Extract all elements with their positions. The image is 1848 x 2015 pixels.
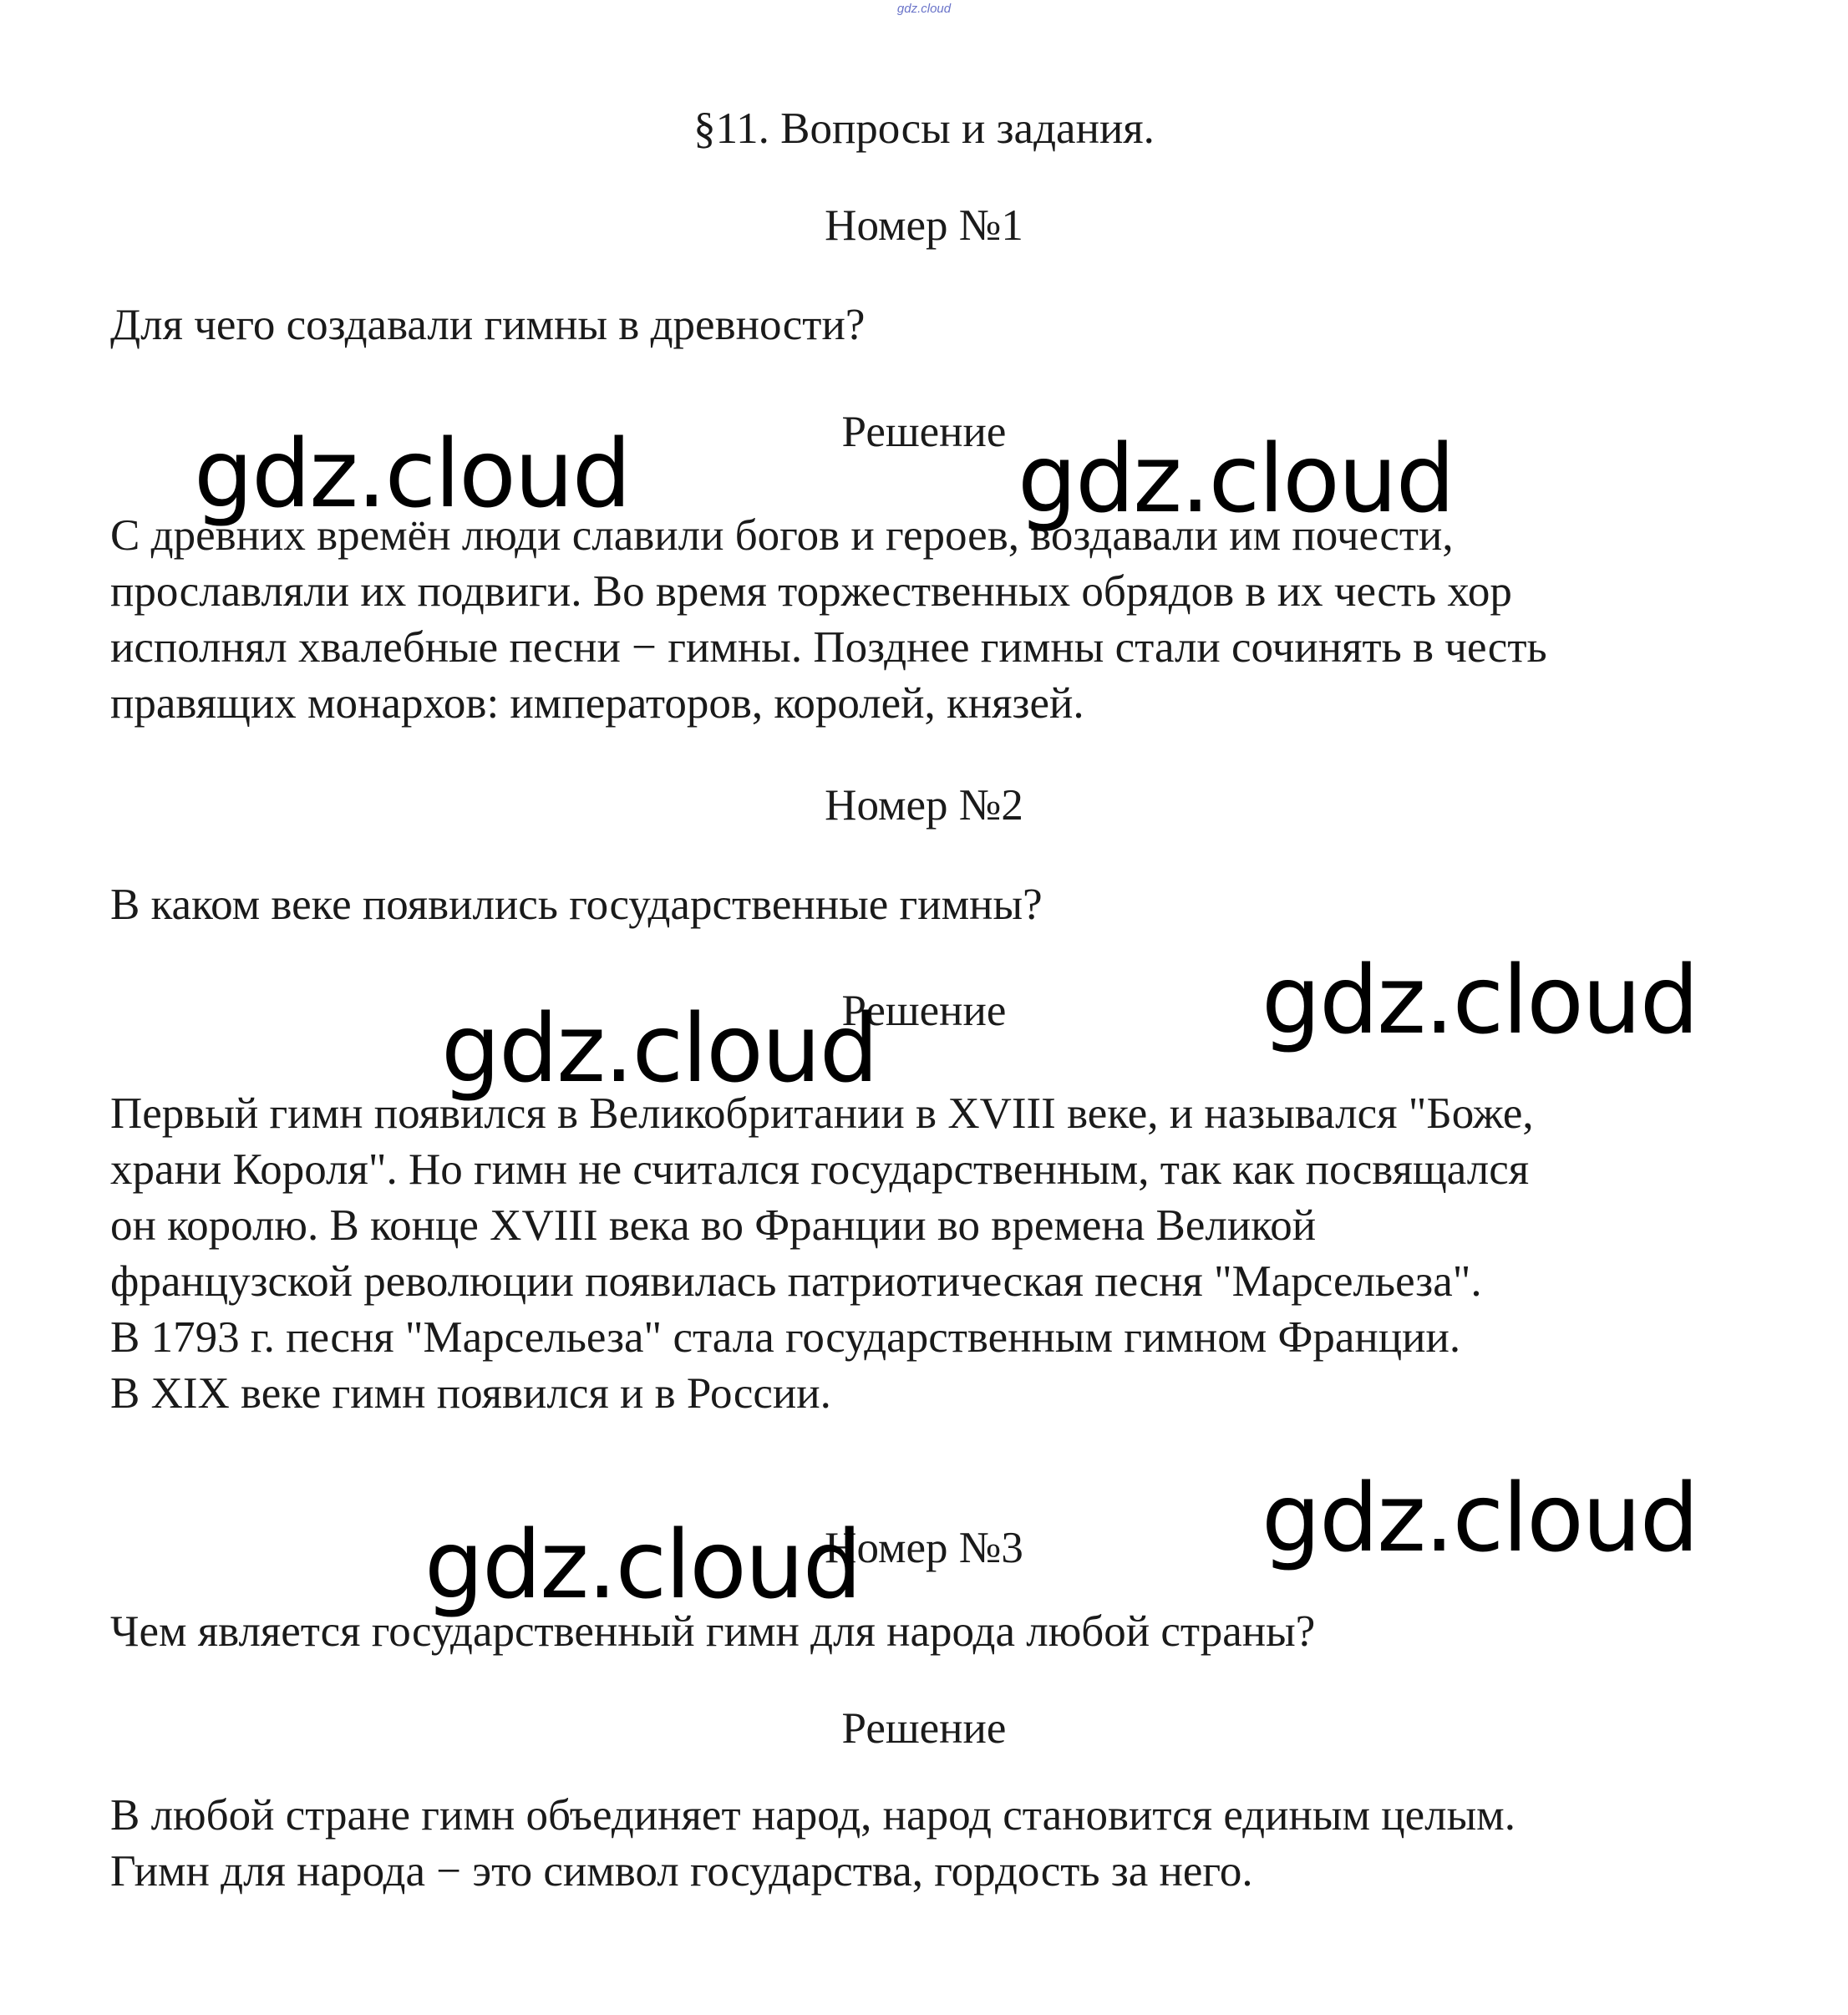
- page-title: §11. Вопросы и задания.: [693, 104, 1155, 153]
- task-1-answer: [110, 508, 1547, 732]
- task-1-question: Для чего создавали гимны в древности?: [110, 301, 866, 349]
- task-2-question: В каком веке появились государственные гимны?: [110, 881, 1043, 929]
- task-3-number: Номер №3: [825, 1524, 1023, 1572]
- watermark: gdz.cloud: [1262, 1464, 1698, 1573]
- watermark: gdz.cloud: [194, 420, 630, 529]
- header-site-link[interactable]: gdz.cloud: [896, 2, 952, 16]
- task-3-question: Чем является государственный гимн для народа любой страны?: [110, 1607, 1316, 1656]
- answer-line: прославляли их подвиги. Во время торжественных обрядов в их честь хор: [110, 567, 1512, 616]
- answer-line: французской революции появилась патриотическая песня "Марсельеза".: [110, 1257, 1482, 1306]
- task-1-number: Номер №1: [825, 201, 1023, 250]
- answer-line: правящих монархов: императоров, королей, князей.: [110, 679, 1084, 728]
- watermark: gdz.cloud: [1262, 947, 1698, 1055]
- task-3-answer: [110, 1788, 1515, 1900]
- watermark: gdz.cloud: [441, 995, 877, 1104]
- answer-line: В 1793 г. песня "Марсельеза" стала государственным гимном Франции.: [110, 1313, 1461, 1362]
- task-2-number: Номер №2: [825, 781, 1023, 830]
- task-2-solution-label: Решение: [841, 987, 1007, 1035]
- task-3-solution-label: Решение: [841, 1704, 1007, 1753]
- task-1-solution-label: Решение: [841, 408, 1007, 456]
- answer-line: С древних времён люди славили богов и героев, воздавали им почести,: [110, 511, 1454, 560]
- answer-line: храни Короля". Но гимн не считался государственным, так как посвящался: [110, 1145, 1530, 1194]
- answer-line: Гимн для народа − это символ государства, гордость за него.: [110, 1847, 1253, 1896]
- answer-line: Первый гимн появился в Великобритании в XVIII веке, и назывался "Боже,: [110, 1089, 1534, 1138]
- answer-line: В любой стране гимн объединяет народ, народ становится единым целым.: [110, 1791, 1515, 1840]
- task-2-answer: [110, 1086, 1534, 1422]
- watermark: gdz.cloud: [424, 1511, 861, 1620]
- answer-line: он королю. В конце XVIII века во Франции во времена Великой: [110, 1201, 1317, 1250]
- answer-line: исполнял хвалебные песни − гимны. Позднее гимны стали сочинять в честь: [110, 623, 1547, 672]
- answer-line: В XIX веке гимн появился и в России.: [110, 1369, 831, 1418]
- watermark: gdz.cloud: [1018, 425, 1454, 534]
